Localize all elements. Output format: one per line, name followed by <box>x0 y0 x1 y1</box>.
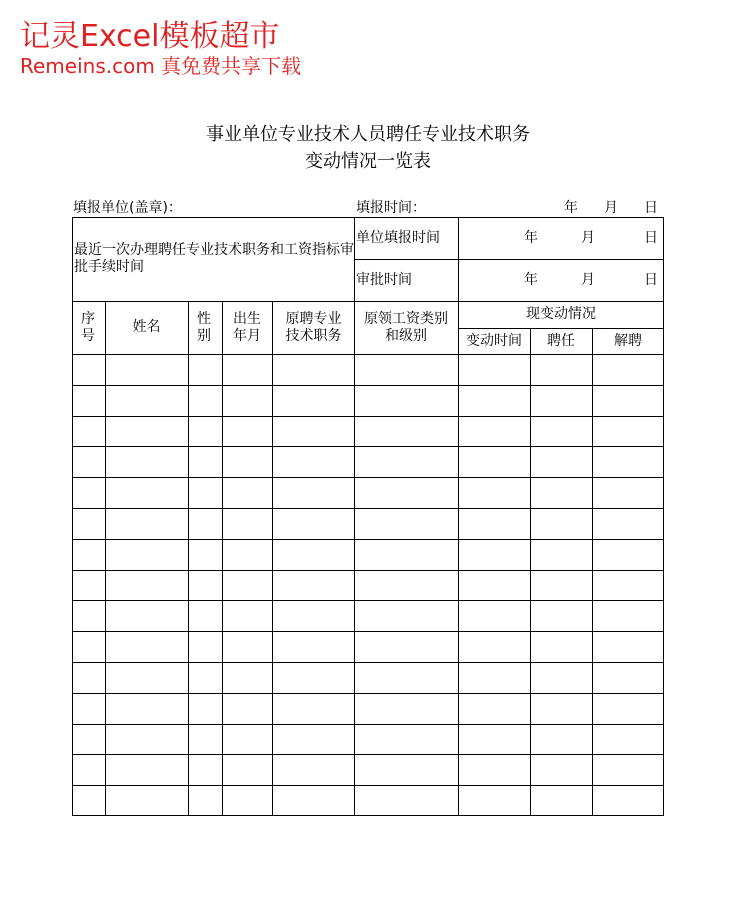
table-cell[interactable] <box>531 386 592 416</box>
fill-unit-label: 填报单位(盖章)： <box>73 200 182 216</box>
table-cell[interactable] <box>106 509 188 539</box>
table-row <box>72 570 664 601</box>
table-row <box>72 631 664 662</box>
watermark-line-1: 记灵Excel模板超市 <box>20 19 280 54</box>
table-cell[interactable] <box>531 571 592 601</box>
table-cell[interactable] <box>273 417 354 447</box>
col-seq-text: 序 号 <box>81 310 95 344</box>
table-row <box>72 724 664 755</box>
table-cell[interactable] <box>189 478 222 508</box>
table-cell[interactable] <box>273 632 354 662</box>
table-cell[interactable] <box>106 386 188 416</box>
watermark-line-2: Remeins.com 真免费共享下载 <box>20 54 302 78</box>
table-cell[interactable] <box>106 540 188 570</box>
table-cell[interactable] <box>531 509 592 539</box>
table-cell[interactable] <box>223 478 272 508</box>
table-row <box>72 508 664 539</box>
table-cell[interactable] <box>273 755 354 785</box>
table-cell[interactable] <box>189 386 222 416</box>
grid-line <box>458 328 664 329</box>
table-cell[interactable] <box>459 786 530 816</box>
table-cell[interactable] <box>106 355 188 385</box>
table-cell[interactable] <box>73 571 105 601</box>
table-cell[interactable] <box>106 632 188 662</box>
table-cell[interactable] <box>531 478 592 508</box>
table-cell[interactable] <box>593 694 663 724</box>
table-cell[interactable] <box>106 725 188 755</box>
table-cell[interactable] <box>189 755 222 785</box>
table-cell[interactable] <box>273 663 354 693</box>
unit-fill-time-text: 单位填报时间 <box>356 229 440 246</box>
last-approval-text: 最近一次办理聘任专业技术职务和工资指标审批手续时间 <box>74 242 354 275</box>
table-row <box>72 446 664 477</box>
table-cell[interactable] <box>106 694 188 724</box>
table-cell[interactable] <box>73 386 105 416</box>
table-cell[interactable] <box>593 355 663 385</box>
col-original-post <box>273 301 354 354</box>
unit-fill-month: 月 <box>581 229 595 246</box>
table-cell[interactable] <box>531 540 592 570</box>
grid-line <box>354 259 664 260</box>
table-cell[interactable] <box>273 725 354 755</box>
table-cell[interactable] <box>273 694 354 724</box>
fill-time-year: 年 <box>564 200 578 216</box>
table-cell[interactable] <box>189 355 222 385</box>
table-cell[interactable] <box>593 417 663 447</box>
table-cell[interactable] <box>73 632 105 662</box>
table-cell[interactable] <box>355 786 458 816</box>
col-gender-text: 性 别 <box>197 310 211 344</box>
col-birth-text: 出生 年月 <box>233 310 261 344</box>
table-cell[interactable] <box>223 786 272 816</box>
table-cell[interactable] <box>273 540 354 570</box>
table-cell[interactable] <box>459 509 530 539</box>
table-cell[interactable] <box>106 786 188 816</box>
table-cell[interactable] <box>223 694 272 724</box>
table-cell[interactable] <box>73 540 105 570</box>
table-cell[interactable] <box>355 725 458 755</box>
table-row <box>72 785 664 816</box>
table-cell[interactable] <box>531 601 592 631</box>
table-cell[interactable] <box>593 755 663 785</box>
table-cell[interactable] <box>273 355 354 385</box>
table-cell[interactable] <box>73 725 105 755</box>
table-cell[interactable] <box>106 478 188 508</box>
table-row <box>72 416 664 447</box>
table-cell[interactable] <box>355 447 458 477</box>
unit-fill-year: 年 <box>524 229 538 246</box>
table-cell[interactable] <box>106 571 188 601</box>
form-title-line-1: 事业单位专业技术人员聘任专业技术职务 <box>206 124 530 145</box>
table-cell[interactable] <box>593 571 663 601</box>
table-row <box>72 354 664 385</box>
approval-day: 日 <box>644 271 658 288</box>
table-cell[interactable] <box>593 786 663 816</box>
table-cell[interactable] <box>223 663 272 693</box>
table-cell[interactable] <box>223 447 272 477</box>
table-cell[interactable] <box>531 755 592 785</box>
table-cell[interactable] <box>459 663 530 693</box>
table-cell[interactable] <box>189 540 222 570</box>
table-cell[interactable] <box>593 601 663 631</box>
table-cell[interactable] <box>73 601 105 631</box>
col-appoint: 聘任 <box>547 332 575 349</box>
table-cell[interactable] <box>459 725 530 755</box>
col-name-text: 姓名 <box>132 319 161 335</box>
table-row <box>72 693 664 724</box>
table-row <box>72 754 664 785</box>
grid-line <box>72 301 664 302</box>
table-cell[interactable] <box>459 355 530 385</box>
table-cell[interactable] <box>189 786 222 816</box>
table-cell[interactable] <box>189 725 222 755</box>
table-cell[interactable] <box>106 663 188 693</box>
table-cell[interactable] <box>73 509 105 539</box>
col-original-salary <box>354 301 458 354</box>
fill-time-day: 日 <box>644 200 658 216</box>
table-cell[interactable] <box>355 755 458 785</box>
col-gender <box>193 301 215 354</box>
table-cell[interactable] <box>355 478 458 508</box>
table-cell[interactable] <box>593 478 663 508</box>
table-cell[interactable] <box>73 447 105 477</box>
table-cell[interactable] <box>273 571 354 601</box>
table-cell[interactable] <box>189 417 222 447</box>
table-cell[interactable] <box>459 694 530 724</box>
table-cell[interactable] <box>223 386 272 416</box>
table-cell[interactable] <box>531 355 592 385</box>
table-cell[interactable] <box>273 447 354 477</box>
table-cell[interactable] <box>223 509 272 539</box>
table-cell[interactable] <box>223 755 272 785</box>
table-cell[interactable] <box>355 601 458 631</box>
table-cell[interactable] <box>273 478 354 508</box>
fill-time-label: 填报时间： <box>356 200 426 216</box>
table-cell[interactable] <box>355 663 458 693</box>
table-cell[interactable] <box>593 386 663 416</box>
col-change-time: 变动时间 <box>466 332 522 349</box>
table-cell[interactable] <box>223 632 272 662</box>
col-seq <box>76 301 100 354</box>
table-cell[interactable] <box>73 755 105 785</box>
table-cell[interactable] <box>531 632 592 662</box>
col-original-salary-text: 原领工资类别 和级别 <box>364 310 448 344</box>
table-cell[interactable] <box>189 509 222 539</box>
table-cell[interactable] <box>106 447 188 477</box>
fill-time-month: 月 <box>604 200 618 216</box>
table-cell[interactable] <box>593 540 663 570</box>
table-cell[interactable] <box>593 509 663 539</box>
table-cell[interactable] <box>355 632 458 662</box>
table-cell[interactable] <box>73 355 105 385</box>
table-cell[interactable] <box>355 571 458 601</box>
table-cell[interactable] <box>355 694 458 724</box>
table-cell[interactable] <box>73 694 105 724</box>
col-birth <box>222 301 272 354</box>
table-cell[interactable] <box>531 663 592 693</box>
table-row <box>72 385 664 416</box>
table-cell[interactable] <box>593 447 663 477</box>
table-cell[interactable] <box>223 601 272 631</box>
col-original-post-text: 原聘专业 技术职务 <box>285 310 342 344</box>
approval-time-text: 审批时间 <box>356 271 412 288</box>
table-cell[interactable] <box>189 601 222 631</box>
table-cell[interactable] <box>593 663 663 693</box>
table-cell[interactable] <box>273 786 354 816</box>
table-cell[interactable] <box>459 417 530 447</box>
table-cell[interactable] <box>459 540 530 570</box>
table-cell[interactable] <box>355 355 458 385</box>
table-cell[interactable] <box>223 540 272 570</box>
table-cell[interactable] <box>459 571 530 601</box>
table-cell[interactable] <box>531 694 592 724</box>
table-cell[interactable] <box>73 417 105 447</box>
change-table <box>72 217 664 816</box>
table-cell[interactable] <box>531 786 592 816</box>
col-current-change: 现变动情况 <box>526 306 596 322</box>
table-cell[interactable] <box>355 540 458 570</box>
approval-time-label <box>354 259 458 301</box>
table-cell[interactable] <box>106 601 188 631</box>
table-cell[interactable] <box>189 694 222 724</box>
table-cell[interactable] <box>459 601 530 631</box>
approval-year: 年 <box>524 271 538 288</box>
table-cell[interactable] <box>531 417 592 447</box>
grid-line <box>72 217 664 218</box>
form-title-line-2: 变动情况一览表 <box>305 151 431 172</box>
table-cell[interactable] <box>106 417 188 447</box>
table-cell[interactable] <box>223 571 272 601</box>
table-cell[interactable] <box>223 355 272 385</box>
table-cell[interactable] <box>73 663 105 693</box>
last-approval-label <box>72 217 354 301</box>
table-cell[interactable] <box>189 447 222 477</box>
table-cell[interactable] <box>273 386 354 416</box>
table-cell[interactable] <box>73 786 105 816</box>
table-cell[interactable] <box>189 571 222 601</box>
table-cell[interactable] <box>593 725 663 755</box>
table-row <box>72 662 664 693</box>
table-cell[interactable] <box>593 632 663 662</box>
table-row <box>72 477 664 508</box>
table-cell[interactable] <box>223 417 272 447</box>
table-cell[interactable] <box>223 725 272 755</box>
table-cell[interactable] <box>459 386 530 416</box>
approval-month: 月 <box>581 271 595 288</box>
table-cell[interactable] <box>355 417 458 447</box>
table-cell[interactable] <box>273 601 354 631</box>
table-cell[interactable] <box>273 509 354 539</box>
table-row <box>72 539 664 570</box>
table-cell[interactable] <box>459 478 530 508</box>
col-name <box>105 301 188 354</box>
unit-fill-day: 日 <box>644 229 658 246</box>
table-cell[interactable] <box>355 509 458 539</box>
table-cell[interactable] <box>355 386 458 416</box>
table-cell[interactable] <box>459 447 530 477</box>
table-cell[interactable] <box>531 725 592 755</box>
table-cell[interactable] <box>73 478 105 508</box>
table-cell[interactable] <box>459 755 530 785</box>
table-cell[interactable] <box>189 663 222 693</box>
col-dismiss: 解聘 <box>614 332 642 349</box>
unit-fill-time-label <box>354 217 458 259</box>
table-cell[interactable] <box>106 755 188 785</box>
table-row <box>72 600 664 631</box>
table-cell[interactable] <box>459 632 530 662</box>
table-cell[interactable] <box>189 632 222 662</box>
table-cell[interactable] <box>531 447 592 477</box>
